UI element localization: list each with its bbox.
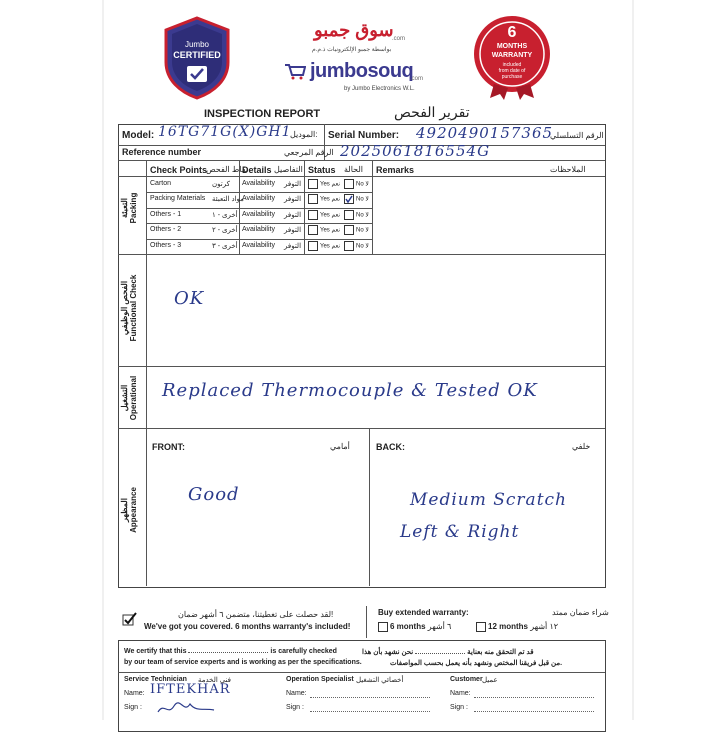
checkbox-checked-icon	[122, 612, 138, 626]
reference-value: 2025061816554G	[340, 142, 491, 160]
packing-english: Packing	[129, 192, 138, 224]
divider	[118, 176, 605, 177]
packing-detail: Availability	[242, 226, 275, 234]
warranty-note-arabic: لقد حصلت على تغطيتنا، متضمن ٦ أشهر ضمان!	[178, 610, 334, 619]
serial-label-arabic: الرقم التسلسلي	[550, 131, 604, 140]
status-no-option[interactable]	[344, 241, 369, 251]
divider	[118, 428, 605, 429]
status-header: Status	[308, 165, 336, 175]
details-header: Details	[242, 165, 272, 175]
certify-en-1b: is carefully checked	[270, 648, 337, 655]
certified-top-text: Jumbo	[184, 40, 209, 49]
status-no-checkbox[interactable]	[344, 210, 354, 220]
divider	[372, 160, 373, 254]
logo-arabic-com: .com	[392, 36, 406, 42]
certify-line-1	[124, 648, 337, 655]
packing-arabic: التعبئة	[120, 197, 129, 219]
extended-12-months-option[interactable]	[476, 622, 558, 632]
divider	[146, 208, 372, 209]
divider	[118, 366, 605, 367]
functional-english: Functional Check	[129, 274, 138, 342]
option-12-months-arabic: ١٢ أشهر	[530, 622, 559, 632]
divider	[118, 254, 605, 255]
option-6-months-label: 6 months	[390, 622, 426, 632]
packing-detail-arabic: التوفر	[284, 181, 302, 188]
six-month-warranty-badge	[472, 14, 552, 100]
packing-detail-arabic: التوفر	[284, 242, 302, 250]
divider	[369, 428, 370, 586]
front-note: Good	[188, 484, 240, 505]
status-no-option[interactable]	[344, 210, 369, 220]
extended-6-months-option[interactable]	[378, 622, 451, 632]
divider	[366, 606, 367, 638]
divider	[118, 672, 605, 673]
back-note-line-2: Left & Right	[400, 522, 520, 542]
warranty-word: WARRANTY	[491, 52, 533, 59]
certify-en-1: We certify that this	[124, 648, 187, 655]
checkbox-6-months[interactable]	[378, 622, 388, 632]
certified-main-text: CERTIFIED	[173, 50, 221, 60]
warranty-number: 6	[507, 24, 517, 41]
technician-sign-label: Sign :	[124, 704, 142, 711]
back-note-line-1: Medium Scratch	[410, 490, 567, 510]
remarks-header: Remarks	[376, 165, 415, 175]
technician-name: IFTEKHAR	[150, 682, 231, 697]
status-yes-option[interactable]	[308, 194, 340, 204]
technician-role: Service Technician	[124, 676, 187, 683]
status-no-label: No لا	[356, 227, 369, 234]
packing-detail: Availability	[242, 180, 275, 187]
status-yes-label: Yes نعم	[320, 212, 341, 219]
status-no-option[interactable]	[344, 225, 369, 235]
packing-item: Others - 1	[150, 210, 182, 218]
divider	[146, 239, 372, 240]
operational-arabic: التشغيل	[120, 384, 129, 412]
model-label: Model:	[122, 130, 155, 141]
certify-line-2: by our team of service experts and is working as per the specifications.	[124, 659, 362, 666]
certify-ar-line-1	[362, 648, 534, 656]
customer-sign-line	[474, 711, 594, 712]
appearance-english: Appearance	[129, 487, 138, 533]
check-mark-icon	[345, 195, 353, 203]
packing-detail-arabic: التوفر	[284, 196, 302, 204]
status-yes-label: Yes نعم	[320, 196, 341, 203]
status-yes-option[interactable]	[308, 225, 340, 235]
customer-name-line	[474, 697, 594, 698]
status-no-label: No لا	[356, 181, 369, 188]
reference-label: Reference number	[122, 147, 202, 157]
packing-item-arabic: أخرى - ٣	[212, 242, 238, 250]
status-yes-option[interactable]	[308, 210, 340, 220]
checkbox-12-months[interactable]	[476, 622, 486, 632]
report-title-arabic: تقرير الفحص	[394, 104, 470, 120]
check-points-header: Check Points	[150, 165, 208, 175]
functional-note: OK	[174, 288, 205, 309]
divider	[118, 160, 605, 161]
customer-sign-label: Sign :	[450, 704, 468, 711]
status-no-checkbox[interactable]	[344, 225, 354, 235]
warranty-included: included	[502, 62, 522, 68]
front-label-arabic: أمامي	[330, 442, 350, 451]
packing-item: Carton	[150, 180, 172, 187]
jumbosouq-logo	[284, 20, 434, 100]
option-6-months-arabic: ٦ أشهر	[427, 622, 452, 632]
status-header-arabic: الحالة	[344, 165, 363, 174]
customer-role-arabic: عميل	[482, 677, 498, 684]
technician-signature	[156, 698, 216, 718]
packing-detail-arabic: التوفر	[284, 227, 302, 235]
status-yes-checkbox[interactable]	[308, 194, 318, 204]
operational-english: Operational	[129, 375, 138, 421]
logo-latin-com: .com	[410, 76, 424, 82]
extended-warranty-arabic: شراء ضمان ممتد	[552, 608, 609, 617]
customer-name-label: Name:	[450, 690, 471, 697]
status-no-checkbox[interactable]	[344, 179, 354, 189]
packing-detail: Availability	[242, 195, 275, 203]
front-label: FRONT:	[152, 442, 185, 452]
functional-arabic: الفحص الوظيفي	[120, 280, 129, 336]
status-yes-option[interactable]	[308, 241, 340, 251]
packing-item-arabic: كرتون	[212, 181, 230, 188]
ops-name-label: Name:	[286, 690, 307, 697]
reference-label-arabic: الرقم المرجعي	[284, 148, 334, 157]
status-no-checkbox[interactable]	[344, 241, 354, 251]
model-label-arabic: الموديل:	[290, 130, 318, 139]
certify-ar-1b: قد تم التحقق منه بعناية	[467, 649, 534, 656]
warranty-purchase: purchase	[501, 74, 523, 80]
status-no-label: No لا	[356, 196, 369, 203]
inspection-report-page	[104, 0, 632, 720]
certify-ar-line-2: من قبل فريقنا المختص ونشهد بأنه يعمل بحسب المواصفات.	[390, 660, 563, 667]
status-no-checkbox[interactable]	[344, 194, 354, 204]
packing-item-arabic: أخرى - ٢	[212, 227, 238, 235]
status-yes-checkbox[interactable]	[308, 225, 318, 235]
logo-latin: jumbosouq	[310, 60, 414, 82]
page-edge-right	[632, 0, 634, 720]
report-title: INSPECTION REPORT	[204, 108, 321, 120]
status-no-option[interactable]	[344, 179, 369, 189]
ops-role: Operation Specialist	[286, 676, 354, 683]
packing-section-label	[120, 186, 138, 230]
status-yes-label: Yes نعم	[320, 181, 341, 188]
technician-name-label: Name:	[124, 690, 145, 697]
status-yes-checkbox[interactable]	[308, 179, 318, 189]
customer-role: Customer	[450, 676, 483, 683]
check-points-header-arabic: نقاط الفحص	[206, 165, 249, 174]
model-value: 16TG71G(X)GH1	[158, 124, 292, 140]
jumbo-certified-badge	[162, 16, 232, 100]
appearance-arabic: المظهر	[120, 498, 129, 522]
warranty-from-date: from date of	[498, 68, 526, 74]
appearance-section-label	[120, 480, 138, 540]
packing-item-arabic: أخرى - ١	[212, 211, 238, 219]
status-no-label: No لا	[356, 212, 369, 219]
status-yes-checkbox[interactable]	[308, 241, 318, 251]
logo-arabic: سوق جمبو	[314, 20, 394, 40]
status-no-label: No لا	[356, 243, 369, 250]
packing-item-arabic: مواد التعبئة	[212, 196, 244, 204]
functional-section-label	[120, 256, 138, 360]
warranty-note-english: We've got you covered. 6 months warranty's included!	[144, 622, 351, 631]
ops-sign-line	[310, 711, 430, 712]
cart-icon	[284, 62, 306, 80]
packing-item: Others - 3	[150, 241, 182, 249]
option-12-months-label: 12 months	[488, 622, 529, 632]
divider	[146, 192, 372, 193]
ops-name-line	[310, 697, 430, 698]
ops-sign-label: Sign :	[286, 704, 304, 711]
status-yes-label: Yes نعم	[320, 227, 341, 234]
back-label-arabic: خلفي	[572, 442, 591, 451]
logo-arabic-sub: بواسطة جمبو الإلكترونيات ذ.م.م	[312, 47, 392, 53]
operational-note: Replaced Thermocouple & Tested OK	[162, 380, 538, 401]
status-yes-option[interactable]	[308, 179, 340, 189]
serial-value: 4920490157365	[416, 124, 554, 142]
logo-by: by Jumbo Electronics W.L.	[344, 86, 415, 92]
remarks-header-arabic: الملاحظات	[550, 165, 586, 174]
back-label: BACK:	[376, 442, 405, 452]
certify-ar-1: نحن نشهد بأن هذا	[362, 649, 414, 656]
ops-role-arabic: أخصائي التشغيل	[356, 677, 404, 684]
warranty-months: MONTHS	[496, 43, 528, 50]
serial-label: Serial Number:	[328, 130, 400, 141]
divider	[146, 223, 372, 224]
packing-detail: Availability	[242, 241, 275, 249]
packing-detail-arabic: التوفر	[284, 211, 302, 219]
status-no-option[interactable]	[344, 194, 369, 204]
status-yes-label: Yes نعم	[320, 243, 341, 250]
packing-detail: Availability	[242, 210, 275, 218]
operational-section-label	[120, 368, 138, 428]
packing-item: Others - 2	[150, 226, 182, 234]
status-yes-checkbox[interactable]	[308, 210, 318, 220]
technician-role-arabic: فني الخدمة	[198, 677, 232, 684]
packing-item: Packing Materials	[150, 195, 206, 203]
extended-warranty-label: Buy extended warranty:	[378, 608, 469, 617]
details-header-arabic: التفاصيل	[274, 165, 303, 174]
